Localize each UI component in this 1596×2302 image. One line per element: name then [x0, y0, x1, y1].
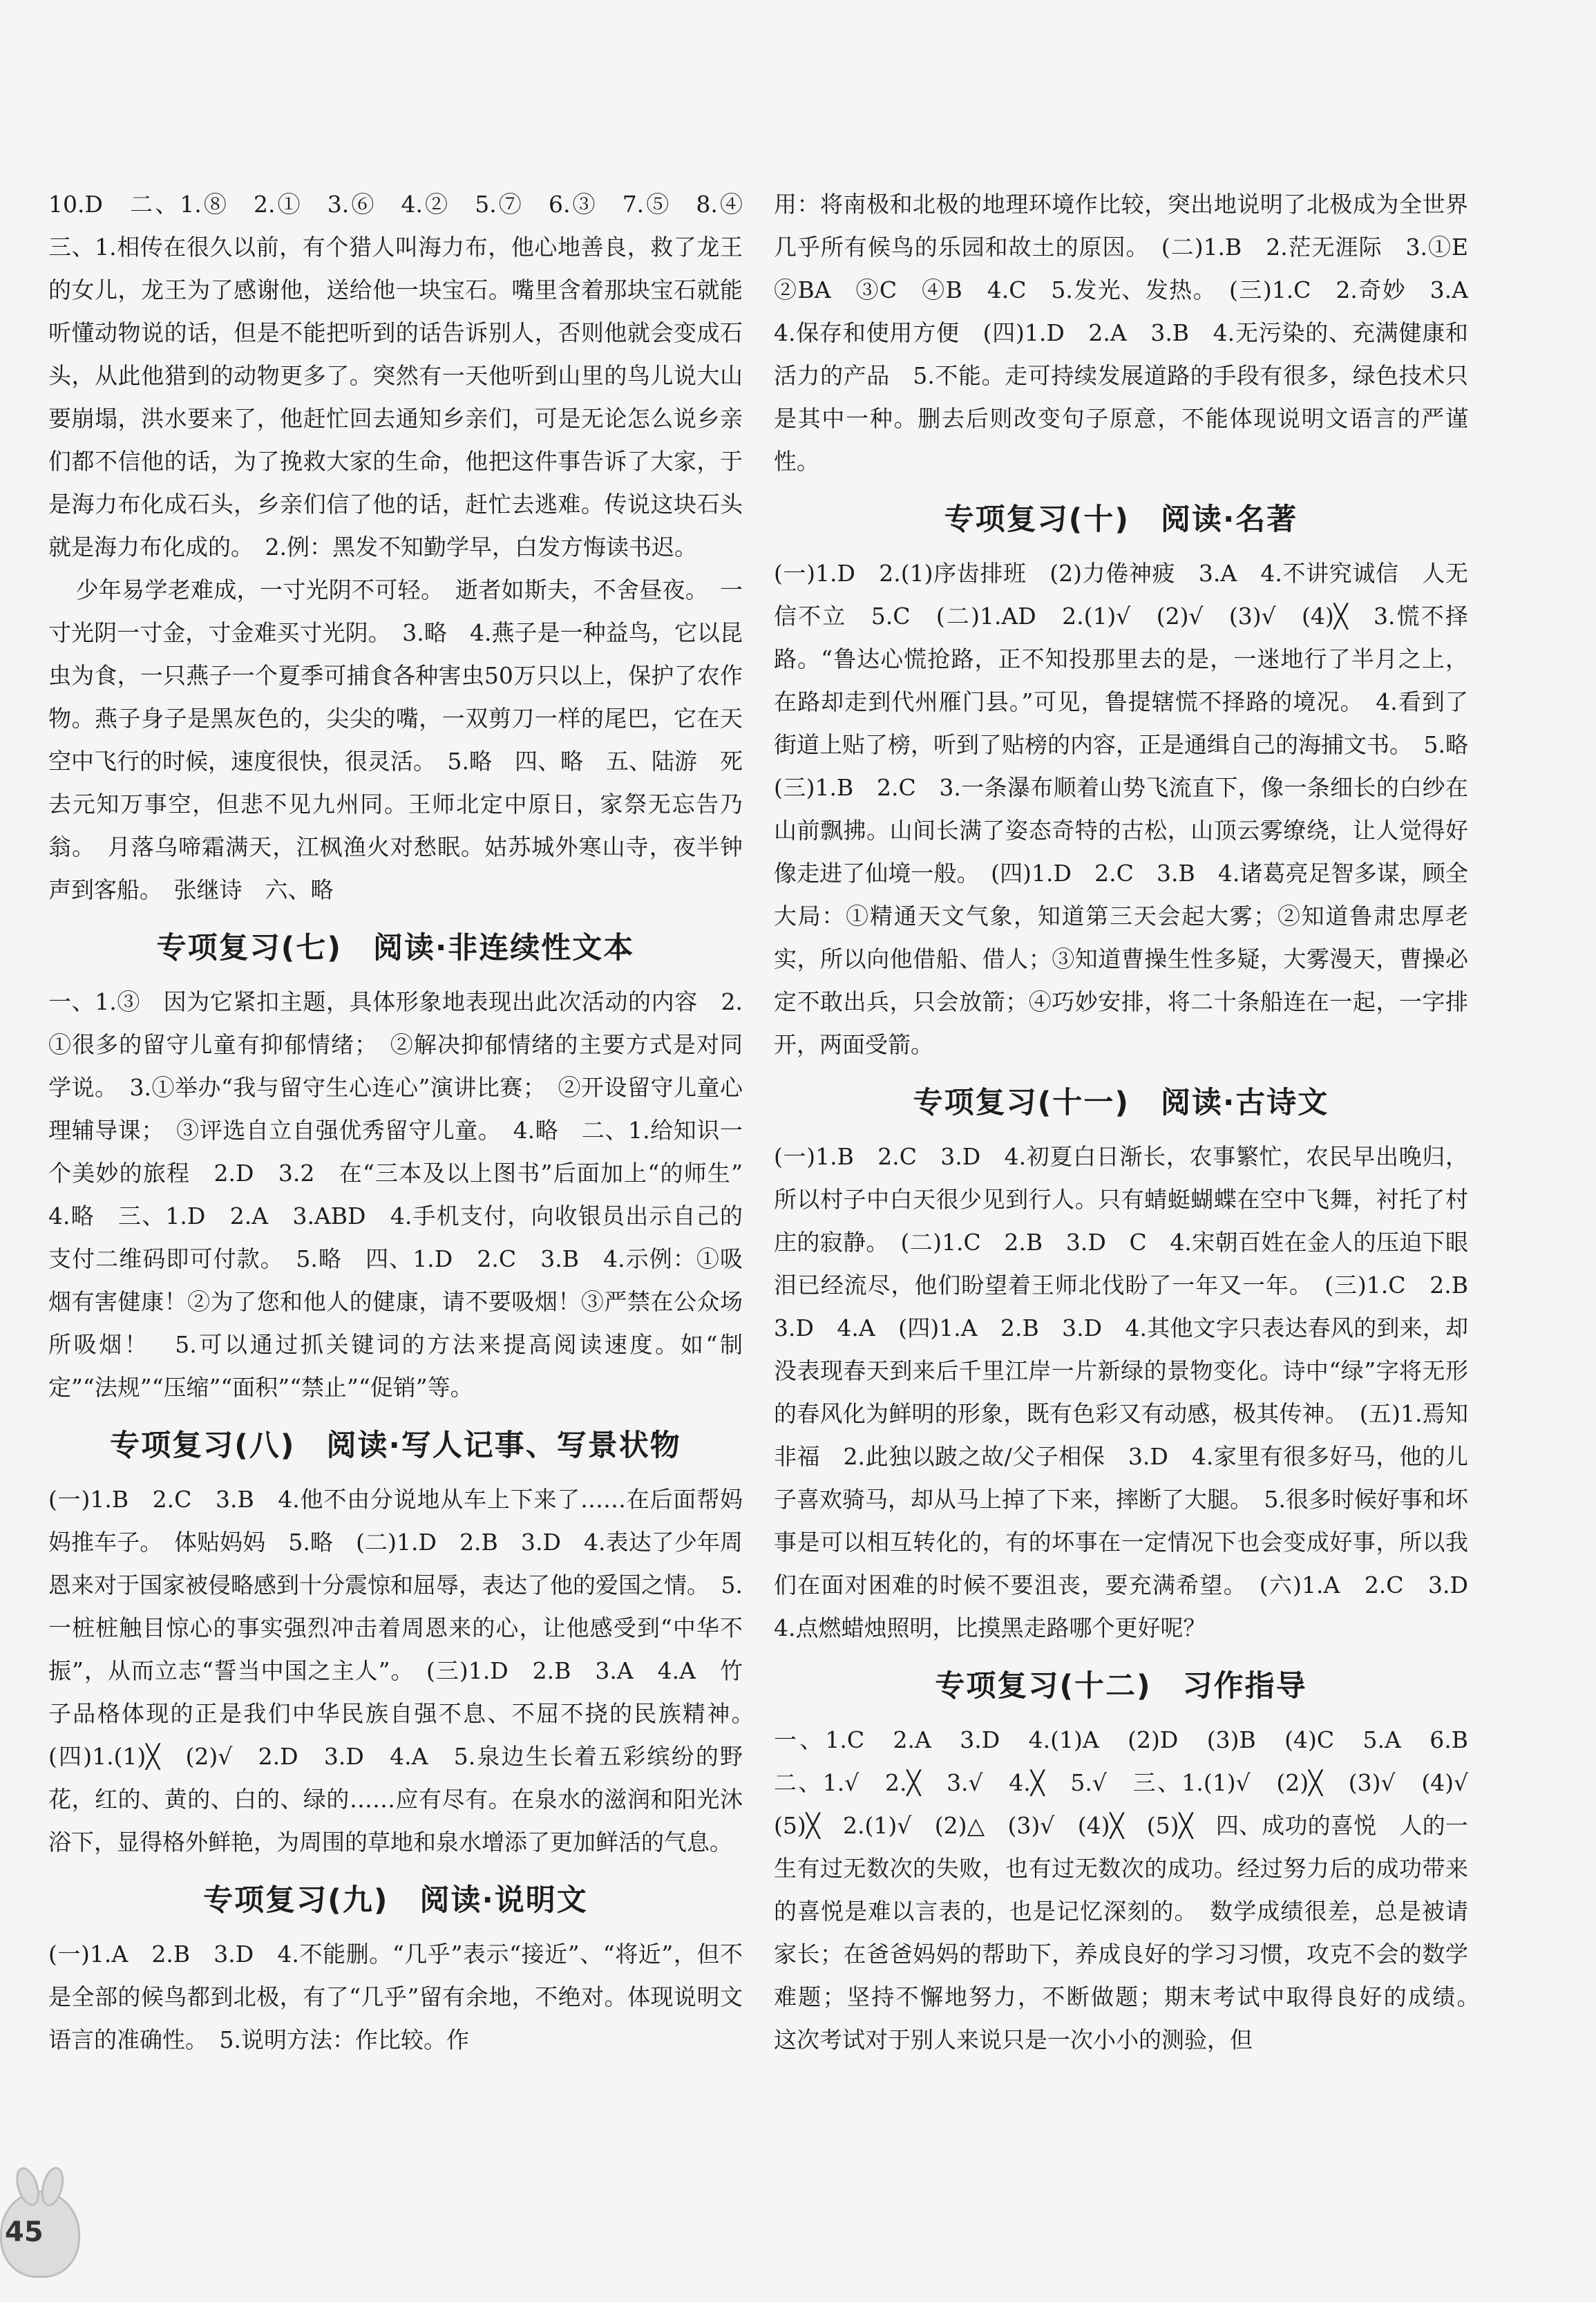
page-number-badge — [0, 2191, 80, 2278]
answer-paragraph: (一)1.D 2.(1)序齿排班 (2)力倦神疲 3.A 4.不讲究诚信 人无信不立 5.C (二)1.AD 2.(1)√ (2)√ (3)√ (4)╳ 3.慌不择路。“鲁达心慌抢路，正不知投那里去的是，一迷地行了半月之上，在路却走到代州雁门县。”可见，鲁提辖慌不择路的境况。 4.看到了街道上贴了榜，听到了贴榜的内容，正是通缉自己的海捕文书。 5.略 (三)1.B 2.C 3.一条瀑布顺着山势飞流直下，像一条细长的白纱在山前飘拂。山间长满了姿态奇特的古松，山顶云雾缭绕，让人觉得好像走进了仙境一般。 (四)1.D 2.C 3.B 4.诸葛亮足智多谋，顾全大局：①精通天文气象，知道第三天会起大雾；②知道鲁肃忠厚老实，所以向他借船、借人；③知道曹操生性多疑，大雾漫天，曹操必定不敢出兵，只会放箭；④巧妙安排，将二十条船连在一起，一字排开，两面受箭。 — [774, 560, 1491, 1058]
answer-paragraph: 用：将南极和北极的地理环境作比较，突出地说明了北极成为全世界几乎所有候鸟的乐园和故土的原因。 (二)1.B 2.茫无涯际 3.①E ②BA ③C ④B 4.C 5.发光、发热。 (三)1.C 2.奇妙 3.A 4.保存和使用方便 (四)1.D 2.A 3.B 4.无污染的、充满健康和活力的产品 5.不能。走可持续发展道路的手段有很多，绿色技术只是其中一种。删去后则改变句子原意，不能体现说明文语言的严谨性。 — [774, 191, 1491, 475]
section-heading: 专项复习(十) 阅读·名著 — [944, 502, 1298, 537]
right-column — [774, 183, 1491, 2062]
answer-paragraph: (一)1.B 2.C 3.B 4.他不由分说地从车上下来了……在后面帮妈妈推车子。 体贴妈妈 5.略 (二)1.D 2.B 3.D 4.表达了少年周恩来对于国家被侵略感到十分震惊和屈辱，表达了他的爱国之情。 5.一桩桩触目惊心的事实强烈冲击着周恩来的心，让他感受到“中华不振”，从而立志“誓当中国之主人”。 (三)1.D 2.B 3.A 4.A 竹子品格体现的正是我们中华民族自强不息、不屈不挠的民族精神。 (四)1.(1)╳ (2)√ 2.D 3.D 4.A 5.泉边生长着五彩缤纷的野花，红的、黄的、白的、绿的……应有尽有。在泉水的滋润和阳光沐浴下，显得格外鲜艳，为周围的草地和泉水增添了更加鲜活的气息。 — [48, 1486, 766, 1856]
rabbit-ear-icon — [12, 2164, 44, 2209]
answer-paragraph: (一)1.B 2.C 3.D 4.初夏白日渐长，农事繁忙，农民早出晚归，所以村子中白天很少见到行人。只有蜻蜓蝴蝶在空中飞舞，衬托了村庄的寂静。 (二)1.C 2.B 3.D C 4.宋朝百姓在金人的压迫下眼泪已经流尽，他们盼望着王师北伐盼了一年又一年。 (三)1.C 2.B 3.D 4.A (四)1.A 2.B 3.D 4.其他文字只表达春风的到来，却没表现春天到来后千里江岸一片新绿的景物变化。诗中“绿”字将无形的春风化为鲜明的形象，既有色彩又有动感，极其传神。 (五)1.焉知非福 2.此独以跛之故/父子相保 3.D 4.家里有很多好马，他的儿子喜欢骑马，却从马上掉了下来，摔断了大腿。 5.很多时候好事和坏事是可以相互转化的，有的坏事在一定情况下也会变成好事，所以我们在面对困难的时候不要沮丧，要充满希望。 (六)1.A 2.C 3.D 4.点燃蜡烛照明，比摸黑走路哪个更好呢？ — [774, 1143, 1491, 1641]
page-number: 45 — [5, 2216, 44, 2248]
section-heading: 专项复习(八) 阅读·写人记事、写景状物 — [110, 1428, 681, 1463]
section-heading: 专项复习(七) 阅读·非连续性文本 — [156, 931, 635, 965]
answer-paragraph: (一)1.A 2.B 3.D 4.不能删。“几乎”表示“接近”、“将近”，但不是全部的候鸟都到北极，有了“几乎”留有余地，不绝对。体现说明文语言的准确性。 5.说明方法：作比较。作 — [48, 1941, 743, 2053]
section-heading: 专项复习(九) 阅读·说明文 — [203, 1883, 588, 1918]
rabbit-ear-icon — [37, 2164, 67, 2209]
answer-paragraph: 一、1.③ 因为它紧扣主题，具体形象地表现出此次活动的内容 2.①很多的留守儿童有抑郁情绪； ②解决抑郁情绪的主要方式是对同学说。 3.①举办“我与留守生心连心”演讲比赛； ②开设留守儿童心理辅导课； ③评选自立自强优秀留守儿童。 4.略 二、1.给知识一个美妙的旅程 2.D 3.2 在“三本及以上图书”后面加上“的师生” 4.略 三、1.D 2.A 3.ABD 4.手机支付，向收银员出示自己的支付二维码即可付款。 5.略 四、1.D 2.C 3.B 4.示例：①吸烟有害健康！②为了您和他人的健康，请不要吸烟！③严禁在公众场所吸烟！ 5.可以通过抓关键词的方法来提高阅读速度。如“制定”“法规”“压缩”“面积”“禁止”“促销”等。 — [48, 988, 766, 1401]
section-heading: 专项复习(十二) 习作指导 — [935, 1669, 1307, 1704]
answer-paragraph: 10.D 二、1.⑧ 2.① 3.⑥ 4.② 5.⑦ 6.③ 7.⑤ 8.④ 三、1.相传在很久以前，有个猎人叫海力布，他心地善良，救了龙王的女儿，龙王为了感谢他，送给他一块宝石。嘴里含着那块宝石就能听懂动物说的话，但是不能把听到的话告诉别人，否则他就会变成石头，从此他猎到的动物更多了。突然有一天他听到山里的鸟儿说大山要崩塌，洪水要来了，他赶忙回去通知乡亲们，可是无论怎么说乡亲们都不信他的话，为了挽救大家的生命，他把这件事告诉了大家，于是海力布化成石头，乡亲们信了他的话，赶忙去逃难。传说这块石头就是海力布化成的。 2.例：黑发不知勤学早，白发方悔读书迟。 — [48, 191, 766, 560]
answer-paragraph: 一、1.C 2.A 3.D 4.(1)A (2)D (3)B (4)C 5.A 6.B 二、1.√ 2.╳ 3.√ 4.╳ 5.√ 三、1.(1)√ (2)╳ (3)√ (4)√ (5)╳ 2.(1)√ (2)△ (3)√ (4)╳ (5)╳ 四、成功的喜悦 人的一生有过无数次的失败，也有过无数次的成功。经过努力后的成功带来的喜悦是难以言表的，也是记忆深刻的。 数学成绩很差，总是被请家长；在爸爸妈妈的帮助下，养成良好的学习习惯，攻克不会的数学难题；坚持不懈地努力，不断做题；期末考试中取得良好的成绩。 这次考试对于别人来说只是一次小小的测验，但 — [774, 1726, 1491, 2053]
answer-paragraph: 少年易学老难成，一寸光阴不可轻。 逝者如斯夫，不舍昼夜。 一寸光阴一寸金，寸金难买寸光阴。 3.略 4.燕子是一种益鸟，它以昆虫为食，一只燕子一个夏季可捕食各种害虫50万只以上，保护了农作物。燕子身子是黑灰色的，尖尖的嘴，一双剪刀一样的尾巴，它在天空中飞行的时候，速度很快，很灵活。 5.略 四、略 五、陆游 死去元知万事空，但悲不见九州同。王师北定中原日，家祭无忘告乃翁。 月落乌啼霜满天，江枫渔火对愁眠。姑苏城外寒山寺，夜半钟声到客船。 张继诗 六、略 — [48, 576, 743, 903]
section-heading: 专项复习(十一) 阅读·古诗文 — [913, 1086, 1329, 1120]
left-column — [48, 183, 766, 2062]
